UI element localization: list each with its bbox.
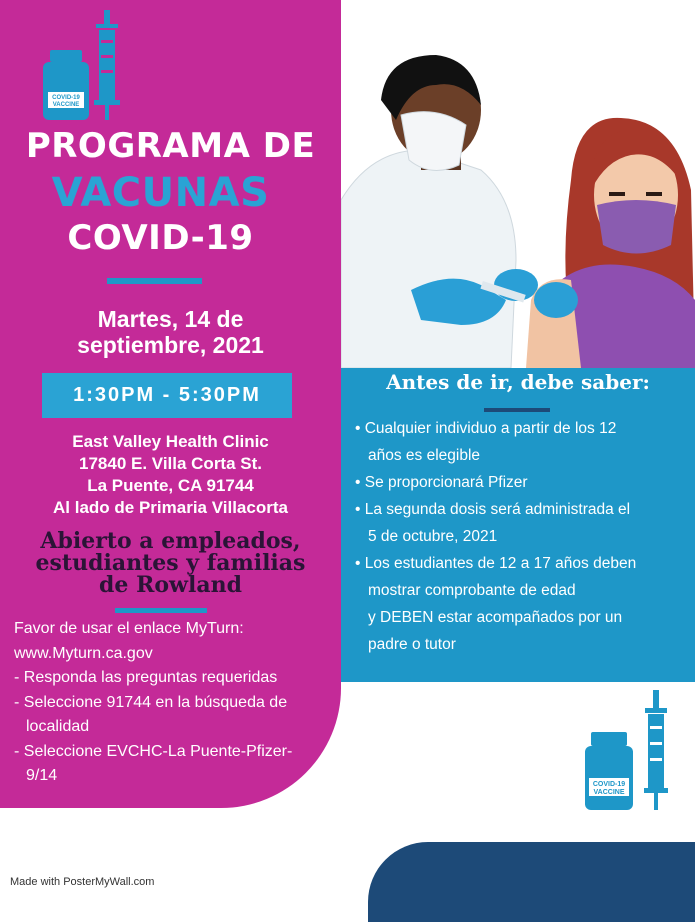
info-item: años es elegible: [368, 447, 481, 464]
open-to-line: de Rowland: [99, 572, 242, 598]
open-to-line: Abierto a empleados,: [40, 528, 301, 554]
open-to-text: [0, 530, 341, 596]
info-list: [355, 415, 685, 658]
info-item: • Se proporcionará Pfizer: [355, 474, 528, 491]
vial-label-bottom: VACCINE: [52, 102, 80, 108]
myturn-line: localidad: [26, 718, 90, 735]
event-address: [0, 431, 341, 519]
myturn-line: - Responda las preguntas requeridas: [14, 669, 278, 686]
syringe-icon: [640, 690, 672, 810]
event-date: [0, 306, 341, 358]
info-item: padre o tutor: [368, 636, 456, 653]
open-divider: [115, 608, 207, 613]
info-item: • Los estudiantes de 12 a 17 años deben: [355, 555, 637, 572]
myturn-instructions: [14, 617, 334, 789]
vaccine-vial-icon: [583, 732, 635, 810]
info-item: mostrar comprobante de edad: [368, 582, 576, 599]
open-to-line: estudiantes y familias: [35, 550, 306, 576]
date-line-1: Martes, 14 de: [97, 306, 244, 332]
info-item: • La segunda dosis será administrada el: [355, 501, 631, 518]
address-line: Al lado de Primaria Villacorta: [53, 498, 288, 517]
address-line: La Puente, CA 91744: [87, 476, 254, 495]
info-item: • Cualquier individuo a partir de los 12: [355, 420, 617, 437]
event-time: 1:30PM - 5:30PM: [42, 373, 292, 418]
myturn-line: Favor de usar el enlace MyTurn:: [14, 620, 244, 637]
title-line-1: PROGRAMA DE: [25, 126, 316, 166]
title-divider: [107, 278, 202, 284]
credit-text: Made with PosterMyWall.com: [10, 876, 155, 888]
vial-label-top: COVID-19: [52, 95, 80, 101]
title-line-3: COVID-19: [67, 218, 254, 258]
vial-label-bottom: VACCINE: [593, 789, 625, 796]
myturn-link: www.Myturn.ca.gov: [14, 644, 153, 662]
vaccination-illustration: [341, 0, 695, 368]
myturn-line: - Seleccione 91744 en la búsqueda de: [14, 693, 288, 711]
bottom-decoration: [368, 842, 695, 922]
info-item: 5 de octubre, 2021: [368, 528, 498, 545]
vial-label-top: COVID-19: [592, 781, 626, 788]
info-item: y DEBEN estar acompañados por un: [368, 609, 623, 626]
date-line-2: septiembre, 2021: [77, 332, 264, 358]
address-line: 17840 E. Villa Corta St.: [79, 454, 262, 473]
myturn-line: - Seleccione EVCHC-La Puente-Pfizer-: [14, 742, 293, 760]
info-divider: [484, 408, 550, 412]
address-line: East Valley Health Clinic: [72, 432, 269, 451]
syringe-icon: [90, 10, 126, 120]
myturn-line: 9/14: [26, 767, 58, 784]
info-title: Antes de ir, debe saber:: [386, 370, 650, 394]
title-line-2: VACUNAS: [51, 170, 270, 216]
